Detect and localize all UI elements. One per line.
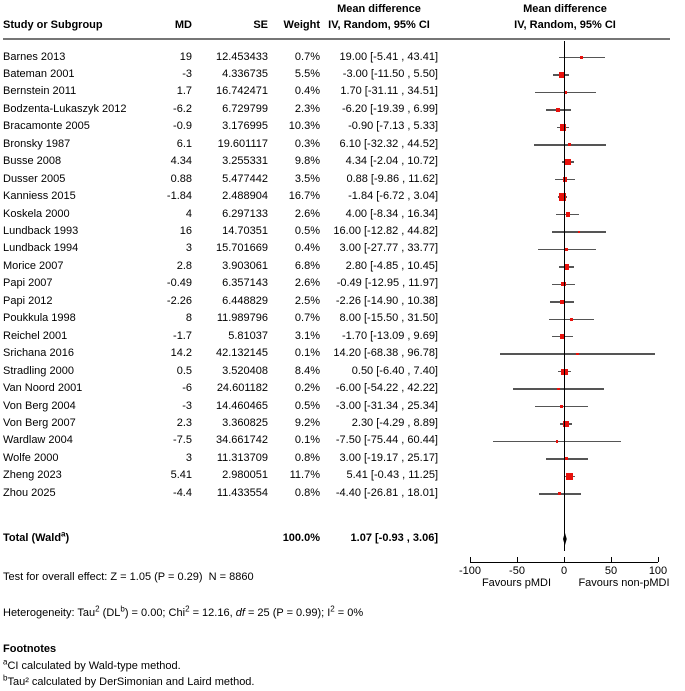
row-weight-value: 3.5% <box>294 172 320 185</box>
row-study-name: Stradling 2000 <box>3 364 74 377</box>
row-study-name: Bodzenta-Lukaszyk 2012 <box>3 102 127 115</box>
row-md-value: -7.5 <box>173 434 192 447</box>
footnote-item <box>3 657 181 672</box>
row-study-name: Reichel 2001 <box>3 329 68 342</box>
row-md-value: -6.2 <box>173 102 192 115</box>
row-ci-value: -1.84 [-6.72 , 3.04] <box>348 190 438 203</box>
row-md-value: 3 <box>185 451 192 464</box>
row-md-value: 0.5 <box>176 364 192 377</box>
effect-estimate-marker <box>566 473 573 480</box>
row-ci-value: -7.50 [-75.44 , 60.44] <box>335 434 438 447</box>
row-se-value: 3.255331 <box>222 155 268 168</box>
row-ci-value: -6.00 [-54.22 , 42.22] <box>335 382 438 395</box>
row-weight-value: 10.3% <box>288 120 320 133</box>
row-md-value: -0.9 <box>173 120 192 133</box>
effect-estimate-marker <box>557 388 560 391</box>
row-weight-value: 0.8% <box>294 486 320 499</box>
x-axis-tick <box>611 557 612 562</box>
heterogeneity-sup-1: 2 <box>95 604 100 614</box>
row-md-value: 4.34 <box>170 155 192 168</box>
row-ci-value: 16.00 [-12.82 , 44.82] <box>333 225 438 237</box>
row-study-name: Van Noord 2001 <box>3 382 83 395</box>
row-study-name: Srichana 2016 <box>3 347 74 360</box>
row-weight-value: 0.1% <box>294 347 320 360</box>
footnote-marker: a <box>3 657 8 667</box>
row-se-value: 11.313709 <box>216 451 268 464</box>
row-study-name: Lundback 1994 <box>3 242 79 255</box>
row-se-value: 3.903061 <box>222 259 268 272</box>
summary-diamond <box>561 532 569 546</box>
row-ci-value: 5.41 [-0.43 , 11.25] <box>346 469 438 482</box>
total-label-close: ) <box>65 532 70 544</box>
x-axis-tick <box>564 557 565 562</box>
row-study-name: Lundback 1993 <box>3 225 79 237</box>
row-ci-value: -1.70 [-13.09 , 9.69] <box>341 329 438 342</box>
row-study-name: Bracamonte 2005 <box>3 120 90 133</box>
row-se-value: 6.448829 <box>222 294 268 307</box>
row-study-name: Bateman 2001 <box>3 67 75 80</box>
row-ci-value: -4.40 [-26.81 , 18.01] <box>335 486 438 499</box>
column-header-se: SE <box>253 19 268 31</box>
row-se-value: 24.601182 <box>216 382 268 395</box>
row-weight-value: 2.6% <box>294 277 320 290</box>
row-study-name: Poukkula 1998 <box>3 312 76 325</box>
plot-header-title: Mean difference <box>523 3 607 15</box>
heterogeneity-text <box>3 604 364 619</box>
row-study-name: Bronsky 1987 <box>3 137 71 150</box>
row-ci-value: 1.70 [-31.11 , 34.51] <box>340 85 438 98</box>
row-study-name: Zheng 2023 <box>3 469 62 482</box>
row-md-value: 14.2 <box>170 347 192 360</box>
x-axis-tick <box>658 557 659 562</box>
row-md-value: 1.7 <box>176 85 192 98</box>
row-weight-value: 2.3% <box>294 102 320 115</box>
x-axis-tick-label: -100 <box>458 565 482 577</box>
axis-label-right: Favours non-pMDI <box>578 577 670 589</box>
row-study-name: Bernstein 2011 <box>3 85 77 98</box>
effect-header-title: Mean difference <box>337 3 421 15</box>
row-weight-value: 0.7% <box>294 312 320 325</box>
x-axis-tick-label: 0 <box>560 565 568 577</box>
row-study-name: Barnes 2013 <box>3 50 66 63</box>
effect-estimate-marker <box>568 143 571 146</box>
row-ci-value: 3.00 [-27.77 , 33.77] <box>339 242 438 255</box>
row-md-value: -4.4 <box>173 486 192 499</box>
effect-estimate-marker <box>576 353 578 355</box>
effect-header-subtitle: IV, Random, 95% CI <box>328 19 430 31</box>
row-weight-value: 11.7% <box>289 469 320 482</box>
row-weight-value: 6.8% <box>294 259 320 272</box>
row-md-value: -6 <box>182 382 192 395</box>
row-md-value: -1.84 <box>166 190 192 203</box>
x-axis-tick <box>470 557 471 562</box>
x-axis-tick-label: 100 <box>648 565 668 577</box>
row-md-value: -0.49 <box>166 277 192 290</box>
row-weight-value: 0.5% <box>294 399 320 412</box>
effect-estimate-marker <box>565 159 571 165</box>
row-md-value: 5.41 <box>170 469 192 482</box>
total-label-superscript: a <box>61 529 66 539</box>
row-ci-value: -2.26 [-14.90 , 10.38] <box>335 294 438 307</box>
heterogeneity-sup-b: b <box>120 604 125 614</box>
row-weight-value: 0.7% <box>294 50 320 63</box>
heterogeneity-part-6: = 0% <box>334 607 364 619</box>
row-study-name: Papi 2007 <box>3 277 53 290</box>
row-md-value: 2.8 <box>176 259 192 272</box>
row-study-name: Zhou 2025 <box>3 486 56 499</box>
row-study-name: Wardlaw 2004 <box>3 434 73 447</box>
effect-estimate-marker <box>570 318 573 321</box>
row-ci-value: 3.00 [-19.17 , 25.17] <box>339 451 438 464</box>
row-weight-value: 0.5% <box>294 225 320 237</box>
x-axis-tick <box>517 557 518 562</box>
row-md-value: 6.1 <box>176 137 192 150</box>
row-ci-value: -0.49 [-12.95 , 11.97] <box>336 277 438 290</box>
total-ci: 1.07 [-0.93 , 3.06] <box>350 532 438 544</box>
row-weight-value: 0.1% <box>294 434 320 447</box>
row-weight-value: 2.6% <box>294 207 320 220</box>
row-se-value: 14.460465 <box>216 399 268 412</box>
heterogeneity-df: df <box>235 607 245 619</box>
footnote-text: CI calculated by Wald-type method. <box>7 660 181 672</box>
axis-label-left: Favours pMDI <box>481 577 552 589</box>
effect-estimate-marker <box>556 440 558 442</box>
footnotes-title: Footnotes <box>3 643 57 655</box>
row-se-value: 2.488904 <box>222 190 268 203</box>
footnote-marker: b <box>3 673 8 683</box>
row-study-name: Von Berg 2004 <box>3 399 76 412</box>
row-se-value: 15.701669 <box>216 242 268 255</box>
heterogeneity-sup-2: 2 <box>185 604 190 614</box>
effect-estimate-marker <box>556 108 560 112</box>
row-se-value: 4.336735 <box>222 67 268 80</box>
row-se-value: 12.453433 <box>216 50 268 63</box>
x-axis-tick-label: 50 <box>604 565 618 577</box>
row-se-value: 5.81037 <box>228 329 268 342</box>
row-se-value: 14.70351 <box>222 225 268 237</box>
row-weight-value: 3.1% <box>294 329 320 342</box>
row-ci-value: -0.90 [-7.13 , 5.33] <box>348 120 438 133</box>
effect-estimate-marker <box>580 56 583 59</box>
row-study-name: Koskela 2000 <box>3 207 70 220</box>
row-md-value: -1.7 <box>173 329 192 342</box>
row-ci-value: 6.10 [-32.32 , 44.52] <box>339 137 438 150</box>
row-weight-value: 8.4% <box>294 364 320 377</box>
column-header-weight: Weight <box>283 19 320 31</box>
row-weight-value: 2.5% <box>294 294 320 307</box>
row-md-value: -3 <box>182 399 192 412</box>
row-weight-value: 9.2% <box>294 416 320 429</box>
header-divider <box>3 38 670 40</box>
row-study-name: Wolfe 2000 <box>3 451 59 464</box>
row-study-name: Papi 2012 <box>3 294 53 307</box>
effect-estimate-marker <box>566 212 570 216</box>
row-se-value: 11.433554 <box>216 486 268 499</box>
row-ci-value: 14.20 [-68.38 , 96.78] <box>333 347 438 360</box>
row-md-value: -2.26 <box>166 294 192 307</box>
row-md-value: -3 <box>182 67 192 80</box>
total-label-main: Total (Wald <box>3 532 62 544</box>
row-study-name: Von Berg 2007 <box>3 416 76 429</box>
row-md-value: 16 <box>179 225 192 237</box>
row-ci-value: -3.00 [-11.50 , 5.50] <box>342 67 438 80</box>
row-md-value: 0.88 <box>170 172 192 185</box>
row-se-value: 6.297133 <box>222 207 268 220</box>
effect-estimate-marker <box>558 492 561 495</box>
row-weight-value: 0.8% <box>294 451 320 464</box>
total-weight: 100.0% <box>282 532 320 544</box>
row-ci-value: 2.30 [-4.29 , 8.89] <box>351 416 438 429</box>
row-se-value: 3.360825 <box>222 416 268 429</box>
row-weight-value: 0.4% <box>294 85 320 98</box>
row-ci-value: 4.00 [-8.34 , 16.34] <box>345 207 438 220</box>
null-effect-line <box>564 41 565 551</box>
row-se-value: 2.980051 <box>222 469 268 482</box>
row-ci-value: -6.20 [-19.39 , 6.99] <box>341 102 438 115</box>
row-se-value: 5.477442 <box>222 172 268 185</box>
row-md-value: 3 <box>185 242 192 255</box>
row-se-value: 3.176995 <box>222 120 268 133</box>
row-weight-value: 9.8% <box>294 155 320 168</box>
row-ci-value: 0.88 [-9.86 , 11.62] <box>346 172 438 185</box>
heterogeneity-part-4: = 12.16, <box>189 607 236 619</box>
column-header-md: MD <box>174 19 192 31</box>
row-ci-value: 0.50 [-6.40 , 7.40] <box>351 364 438 377</box>
row-study-name: Kanniess 2015 <box>3 190 76 203</box>
heterogeneity-part-5: = 25 (P = 0.99); I <box>244 607 331 619</box>
column-header-study: Study or Subgroup <box>3 19 103 31</box>
overall-effect-text: Test for overall effect: Z = 1.05 (P = 0.29) N = 8860 <box>3 571 254 583</box>
footnote-text: Tau² calculated by DerSimonian and Laird method. <box>7 676 255 688</box>
x-axis-line <box>470 562 658 563</box>
total-label <box>3 529 70 544</box>
row-md-value: 2.3 <box>176 416 192 429</box>
row-se-value: 3.520408 <box>222 364 268 377</box>
x-axis-tick-label: -50 <box>509 565 525 577</box>
footnote-item <box>3 673 255 688</box>
effect-estimate-marker <box>578 231 581 234</box>
effect-estimate-marker <box>565 457 568 460</box>
heterogeneity-part-3: ) = 0.00; Chi <box>124 607 186 619</box>
row-se-value: 34.661742 <box>216 434 268 447</box>
row-se-value: 42.132145 <box>216 347 268 360</box>
plot-header-subtitle: IV, Random, 95% CI <box>514 19 616 31</box>
row-se-value: 6.729799 <box>222 102 268 115</box>
row-ci-value: 19.00 [-5.41 , 43.41] <box>339 50 438 63</box>
row-weight-value: 0.3% <box>294 137 320 150</box>
heterogeneity-sup-3: 2 <box>330 604 335 614</box>
row-ci-value: 2.80 [-4.85 , 10.45] <box>345 259 438 272</box>
row-weight-value: 16.7% <box>288 190 320 203</box>
row-study-name: Busse 2008 <box>3 155 62 168</box>
row-ci-value: 8.00 [-15.50 , 31.50] <box>339 312 438 325</box>
row-se-value: 6.357143 <box>222 277 268 290</box>
row-se-value: 19.601117 <box>217 137 268 150</box>
row-md-value: 19 <box>179 50 192 63</box>
effect-estimate-marker <box>565 248 568 251</box>
row-md-value: 4 <box>185 207 192 220</box>
heterogeneity-part-1: Heterogeneity: Tau <box>3 607 96 619</box>
row-weight-value: 5.5% <box>294 67 320 80</box>
row-ci-value: 4.34 [-2.04 , 10.72] <box>345 155 438 168</box>
row-study-name: Morice 2007 <box>3 259 64 272</box>
row-ci-value: -3.00 [-31.34 , 25.34] <box>335 399 438 412</box>
row-weight-value: 0.4% <box>294 242 320 255</box>
row-md-value: 8 <box>185 312 192 325</box>
heterogeneity-part-2: (DL <box>99 607 121 619</box>
effect-estimate-marker <box>560 405 563 408</box>
row-se-value: 11.989796 <box>216 312 268 325</box>
row-study-name: Dusser 2005 <box>3 172 66 185</box>
row-weight-value: 0.2% <box>294 382 320 395</box>
row-se-value: 16.742471 <box>216 85 268 98</box>
